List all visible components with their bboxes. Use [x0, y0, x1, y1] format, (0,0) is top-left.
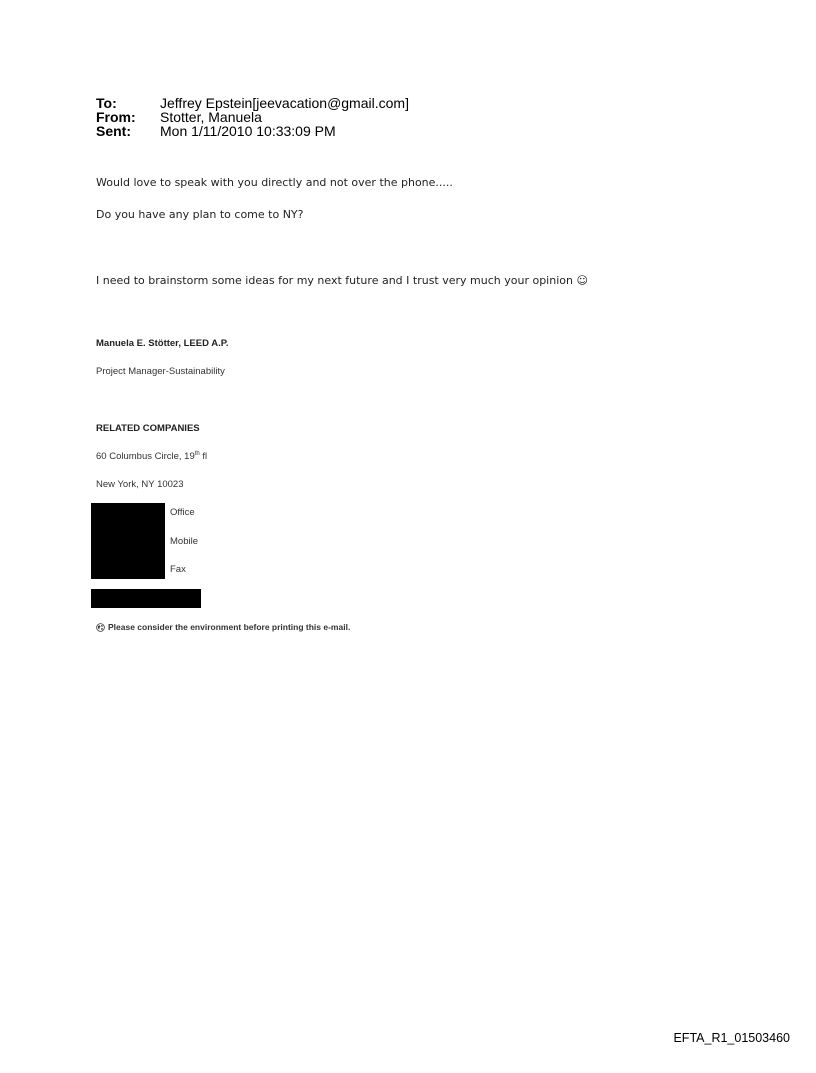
phone-label-office: Office [170, 507, 195, 518]
signature-address-line-2: New York, NY 10023 [96, 479, 184, 490]
document-id: EFTA_R1_01503460 [673, 1031, 790, 1045]
environment-note [96, 622, 350, 632]
from-row [96, 110, 409, 124]
sent-row [96, 124, 409, 138]
phone-label-mobile: Mobile [170, 536, 198, 547]
address-floor: fl [199, 451, 208, 462]
redaction-phone-numbers [91, 503, 165, 579]
to-row [96, 96, 409, 110]
body-line-3: I need to brainstorm some ideas for my next future and I trust very much your opinion ☺ [96, 274, 588, 287]
sent-label: Sent: [96, 123, 131, 139]
signature-name: Manuela E. Stötter, LEED A.P. [96, 338, 229, 349]
to-label: To: [96, 95, 117, 111]
email-header [96, 96, 409, 138]
signature-title: Project Manager-Sustainability [96, 366, 225, 377]
phone-label-fax: Fax [170, 564, 186, 575]
sent-value: Mon 1/11/2010 10:33:09 PM [160, 123, 336, 139]
to-value: Jeffrey Epstein[jeevacation@gmail.com] [160, 95, 409, 111]
redaction-email [91, 589, 201, 608]
globe-icon [96, 623, 105, 632]
signature-company: RELATED COMPANIES [96, 423, 200, 434]
body-line-1: Would love to speak with you directly and not over the phone..... [96, 176, 453, 189]
body-line-2: Do you have any plan to come to NY? [96, 208, 304, 221]
signature-address-line-1 [96, 451, 207, 462]
address-ordinal: th [194, 450, 200, 457]
from-value: Stotter, Manuela [160, 109, 262, 125]
environment-note-text: Please consider the environment before printing this e-mail. [108, 622, 351, 632]
from-label: From: [96, 109, 136, 125]
address-street: 60 Columbus Circle, 19 [96, 451, 195, 462]
